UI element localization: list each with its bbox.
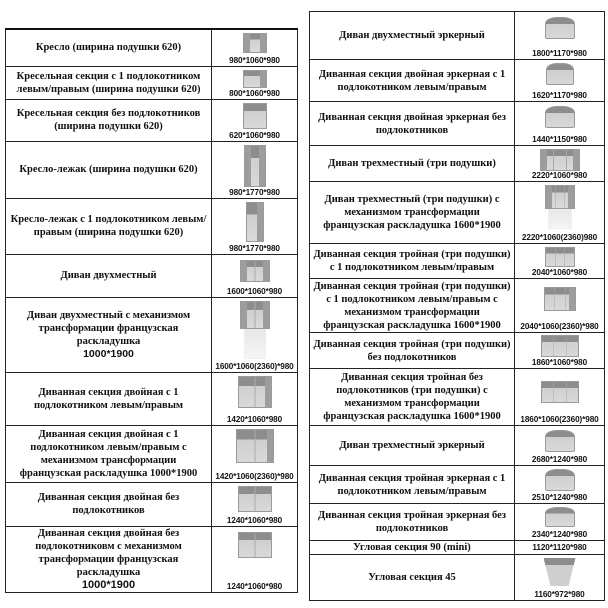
armless-chair-icon: [243, 103, 267, 129]
triple-section-armless-icon: [541, 335, 579, 357]
double-section-armless-icon: [238, 486, 272, 512]
product-name-size: 1000*1900: [83, 347, 134, 360]
product-name: Кресло-лежак с 1 подлокотником левым/правым (ширина подушки 620): [6, 198, 212, 254]
product-name: Диванная секция двойная с 1 подлокотником левым/правым: [6, 372, 212, 425]
table-row: [6, 29, 298, 66]
table-row: [310, 369, 605, 426]
armchair-one-arm-icon: [243, 70, 267, 88]
table-row: [6, 141, 298, 198]
table-row: [310, 333, 605, 369]
product-dims: 2040*1060(2360)*980: [520, 322, 599, 331]
triple-section-armless-bed-icon: [541, 381, 579, 403]
bed-extension-icon: [548, 209, 572, 229]
product-name: Кресло-лежак (ширина подушки 620): [6, 141, 212, 198]
product-name: Диванная секция двойная без подлокотниковм с механизмом трансформации французская раскладушка: [35, 527, 182, 578]
product-dims: 980*1770*980: [229, 243, 280, 253]
table-row: [310, 102, 605, 146]
product-dims: 1600*1060(2360)*980: [215, 361, 294, 371]
table-row: [310, 60, 605, 102]
product-name: Диванная секция тройная эркерная без подлокотников: [310, 504, 515, 541]
table-row: [310, 146, 605, 182]
product-name: Диванная секция тройная без подлокотников (три подушки) с механизмом трансформации французская раскладушка 1600*1900: [310, 369, 515, 426]
double-section-armless-bed-icon: [238, 532, 272, 558]
table-row: [310, 504, 605, 541]
product-name: Угловая секция 45: [310, 555, 515, 601]
product-dims: 2510*1240*980: [531, 493, 588, 502]
product-name: Диван двухместный с механизмом трансформации французская раскладушка: [26, 309, 191, 347]
product-dims: 1420*1060(2360)*980: [215, 471, 294, 481]
two-seat-sofa-icon: [240, 260, 270, 282]
product-name: Диван трехместный эркерный: [310, 426, 515, 466]
product-name: Диванная секция тройная (три подушки) с 1 подлокотником левым/правым: [310, 244, 515, 279]
product-name: Кресельная секция с 1 подлокотником левым/правым (ширина подушки 620): [6, 66, 212, 99]
sofa-bed-icon: [240, 301, 270, 329]
table-row: [310, 555, 605, 601]
product-name: Диванная секция двойная эркерная без подлокотников: [310, 102, 515, 146]
bed-extension-icon: [244, 329, 266, 359]
product-name: Диванная секция тройная (три подушки) без подлокотников: [310, 333, 515, 369]
table-row: [6, 99, 298, 141]
product-name: Кресельная секция без подлокотников (ширина подушки 620): [6, 99, 212, 141]
triple-section-bed-icon: [544, 287, 576, 311]
bay-double-armless-icon: [545, 106, 575, 128]
armchair-icon: [243, 33, 267, 53]
product-dims: 1240*1060*980: [226, 515, 283, 525]
product-name: Диван трехместный (три подушки) с механизмом трансформации французская раскладушка 1600*1900: [310, 182, 515, 244]
product-name: Кресло (ширина подушки 620): [6, 29, 212, 66]
table-row: [6, 482, 298, 526]
bay-double-one-arm-icon: [546, 63, 574, 85]
product-name-size: 1000*1900: [81, 578, 136, 591]
product-dims: 1860*1060(2360)*980: [520, 415, 599, 424]
product-name: Диванная секция тройная эркерная с 1 подлокотником левым/правым: [310, 466, 515, 504]
product-name: Диванная секция двойная эркерная с 1 подлокотником левым/правым: [310, 60, 515, 102]
table-row: [6, 425, 298, 482]
product-name: Угловая секция 90 (mini): [310, 541, 515, 555]
triple-section-one-arm-icon: [545, 247, 575, 267]
table-row: [6, 198, 298, 254]
double-section-one-arm-icon: [238, 376, 272, 408]
table-row: [6, 254, 298, 297]
product-dims: 2220*1060(2360)980: [521, 233, 598, 242]
product-name: Диванная секция двойная с 1 подлокотником левым/правым с механизмом трансформации французская раскладушка 1000*1900: [6, 425, 212, 482]
product-dims: 980*1770*980: [229, 187, 280, 197]
table-row: [6, 526, 298, 592]
right-product-table: [309, 11, 605, 601]
product-dims: 1620*1170*980: [532, 91, 587, 100]
table-row: [310, 426, 605, 466]
product-dims: 620*1060*980: [229, 130, 280, 140]
table-row: [310, 12, 605, 60]
table-row: [6, 297, 298, 372]
product-name: Диван двухместный эркерный: [310, 12, 515, 60]
product-dims: 800*1060*980: [229, 88, 280, 98]
product-dims: 2040*1060*980: [531, 268, 588, 277]
product-dims: 2680*1240*980: [531, 455, 588, 464]
left-product-table: [5, 28, 298, 593]
chaise-one-arm-icon: [246, 202, 264, 242]
product-dims: 1120*1120*980: [532, 543, 587, 552]
table-row: [6, 372, 298, 425]
product-dims: 1240*1060*980: [226, 581, 283, 591]
bay-triple-armless-icon: [545, 507, 575, 527]
product-dims: 1600*1060*980: [226, 286, 283, 296]
double-section-bed-icon: [236, 429, 274, 463]
product-dims: 980*1060*980: [229, 55, 280, 65]
product-dims: 1800*1170*980: [532, 49, 587, 58]
product-dims: 1420*1060*980: [226, 414, 283, 424]
product-name: Диван двухместный: [6, 254, 212, 297]
table-row: [6, 66, 298, 99]
chaise-lounge-icon: [244, 145, 266, 187]
table-row: [310, 279, 605, 333]
product-dims: 2220*1060*980: [531, 171, 588, 180]
product-dims: 1440*1150*980: [532, 135, 587, 144]
three-seat-sofa-icon: [540, 149, 580, 171]
product-name: Диванная секция двойная без подлокотников: [6, 482, 212, 526]
product-name: Диванная секция тройная (три подушки) с 1 подлокотником левым/правым с механизмом трансформации французская раскладушка 1600*1900: [310, 279, 515, 333]
table-row: [310, 244, 605, 279]
table-row: [310, 466, 605, 504]
bay-three-seat-sofa-icon: [545, 430, 575, 452]
product-dims: 1860*1060*980: [531, 358, 588, 367]
table-row: [310, 182, 605, 244]
product-dims: 1160*972*980: [534, 590, 585, 599]
product-name: Диван трехместный (три подушки): [310, 146, 515, 182]
bay-two-seat-sofa-icon: [545, 17, 575, 39]
table-row: [310, 541, 605, 555]
product-dims: 2340*1240*980: [531, 530, 588, 539]
corner-45-icon: [544, 558, 576, 586]
three-seat-sofa-bed-icon: [545, 185, 575, 209]
bay-triple-one-arm-icon: [545, 469, 575, 491]
